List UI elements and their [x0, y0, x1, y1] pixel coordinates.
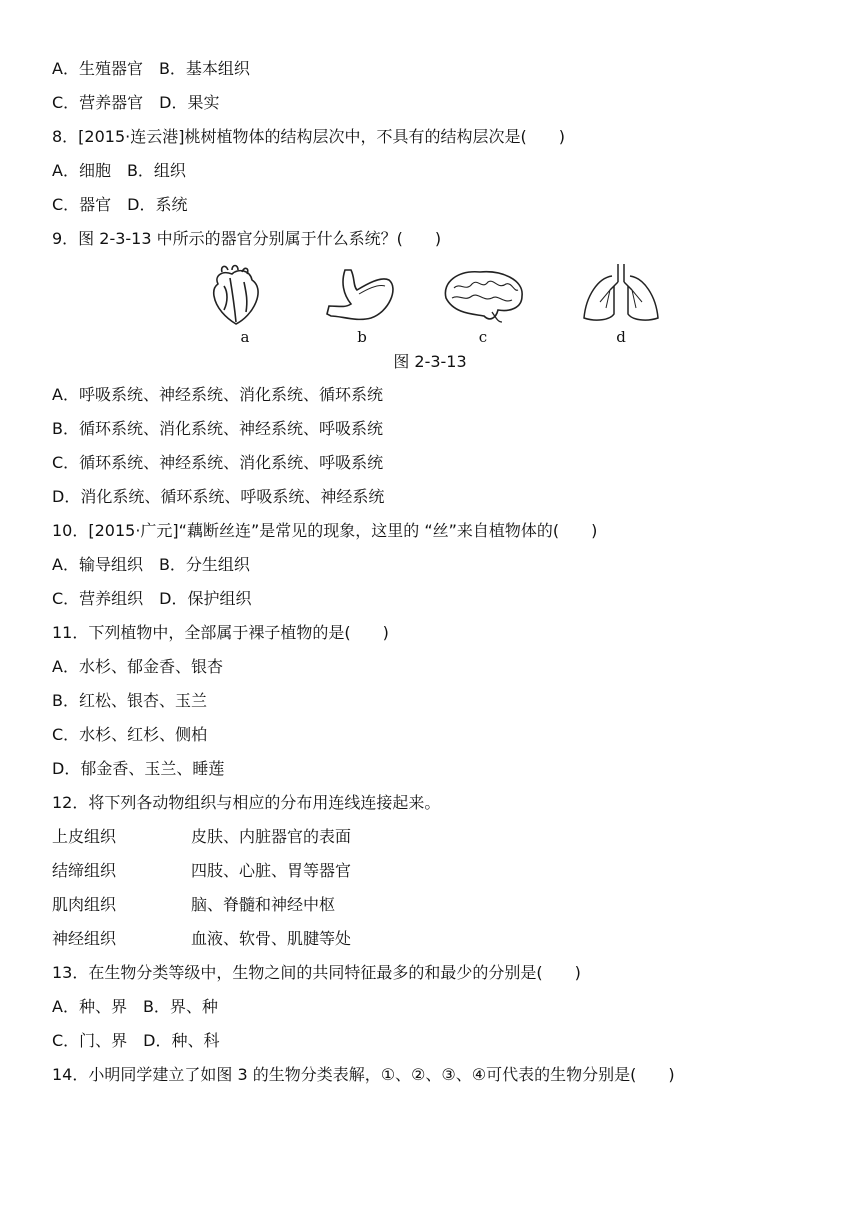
question-12: 12．将下列各动物组织与相应的分布用连线连接起来。 — [52, 793, 441, 812]
matching-left: 上皮组织 — [52, 827, 117, 846]
figure-label-d: d — [616, 328, 626, 346]
figure-item-c — [438, 262, 528, 346]
figure-item-b — [317, 262, 407, 346]
option-line: B．红松、银杏、玉兰 — [52, 691, 207, 710]
question-13: 13．在生物分类等级中，生物之间的共同特征最多的和最少的分别是( ) — [52, 963, 581, 982]
option-line: C．水杉、红杉、侧柏 — [52, 725, 208, 744]
option-line: B．循环系统、消化系统、神经系统、呼吸系统 — [52, 419, 383, 438]
brain-icon — [438, 262, 528, 328]
question-14: 14．小明同学建立了如图 3 的生物分类表解，①、②、③、④可代表的生物分别是( ) — [52, 1065, 675, 1084]
option-line: A．细胞 B．组织 — [52, 161, 186, 180]
figure-label-c: c — [478, 328, 488, 346]
option-line: A．水杉、郁金香、银杏 — [52, 657, 223, 676]
matching-left: 神经组织 — [52, 929, 117, 948]
question-10: 10．[2015·广元]“藕断丝连”是常见的现象，这里的 “丝”来自植物体的( ) — [52, 521, 598, 540]
matching-right: 血液、软骨、肌腱等处 — [191, 929, 352, 948]
option-line: C．营养组织 D．保护组织 — [52, 589, 252, 608]
question-11: 11．下列植物中，全部属于裸子植物的是( ) — [52, 623, 389, 642]
organ-figure — [200, 262, 660, 346]
option-line: A．种、界 B．界、种 — [52, 997, 218, 1016]
question-8: 8．[2015·连云港]桃树植物体的结构层次中，不具有的结构层次是( ) — [52, 127, 565, 146]
option-line: C．营养器官 D．果实 — [52, 93, 220, 112]
heart-icon — [200, 262, 290, 328]
figure-caption: 图 2-3-13 — [393, 352, 467, 371]
option-line: A．呼吸系统、神经系统、消化系统、循环系统 — [52, 385, 383, 404]
option-line: A．输导组织 B．分生组织 — [52, 555, 250, 574]
lungs-icon — [576, 262, 666, 328]
option-line: A．生殖器官 B．基本组织 — [52, 59, 250, 78]
matching-right: 四肢、心脏、胃等器官 — [191, 861, 352, 880]
figure-label-b: b — [357, 328, 367, 346]
option-line: C．循环系统、神经系统、消化系统、呼吸系统 — [52, 453, 384, 472]
matching-right: 脑、脊髓和神经中枢 — [191, 895, 336, 914]
matching-left: 结缔组织 — [52, 861, 117, 880]
matching-right: 皮肤、内脏器官的表面 — [191, 827, 352, 846]
option-line: D．郁金香、玉兰、睡莲 — [52, 759, 225, 778]
question-9: 9．图 2-3-13 中所示的器官分别属于什么系统？( ) — [52, 229, 442, 248]
stomach-icon — [317, 262, 407, 328]
figure-item-d — [576, 262, 666, 346]
option-line: D．消化系统、循环系统、呼吸系统、神经系统 — [52, 487, 385, 506]
figure-label-a: a — [240, 328, 250, 346]
matching-left: 肌肉组织 — [52, 895, 117, 914]
figure-item-a — [200, 262, 290, 346]
option-line: C．门、界 D．种、科 — [52, 1031, 220, 1050]
option-line: C．器官 D．系统 — [52, 195, 188, 214]
